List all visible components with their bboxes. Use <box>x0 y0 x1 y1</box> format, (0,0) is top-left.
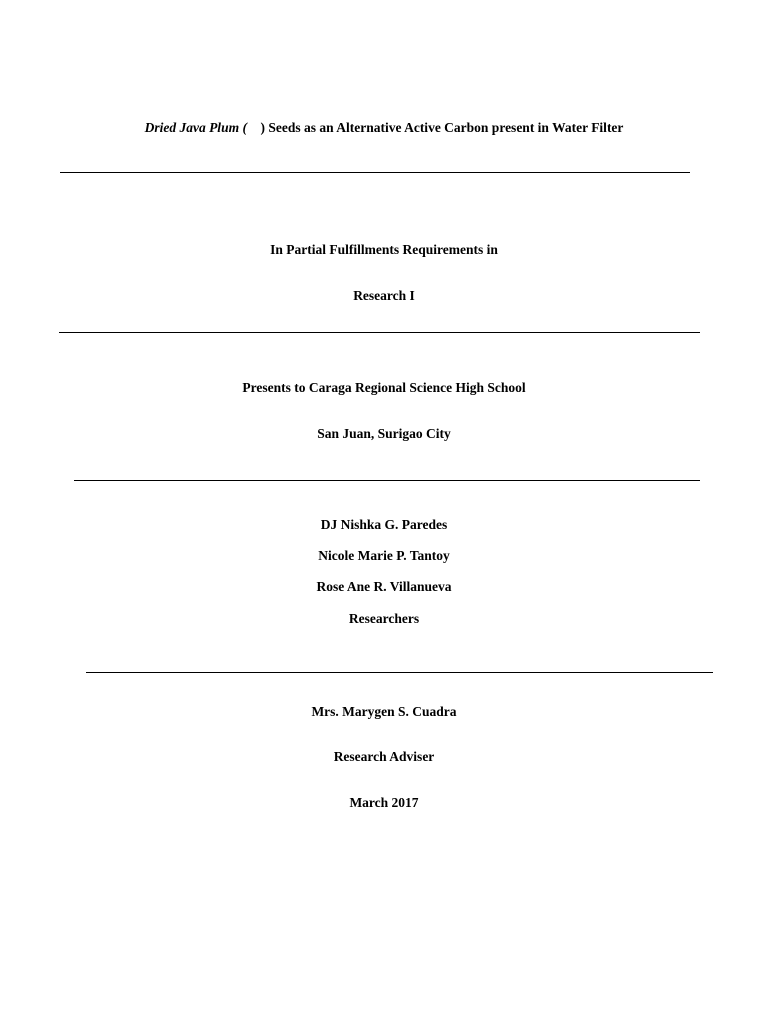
divider-1 <box>60 172 690 173</box>
divider-3 <box>74 480 700 481</box>
researchers-label: Researchers <box>348 611 420 626</box>
title-gap <box>247 120 261 135</box>
researcher-name: Nicole Marie P. Tantoy <box>318 548 450 563</box>
researcher-name: Rose Ane R. Villanueva <box>316 579 452 594</box>
divider-2 <box>59 332 700 333</box>
title-rest: ) Seeds as an Alternative Active Carbon present in Water Filter <box>260 120 624 135</box>
researcher-name: DJ Nishka G. Paredes <box>320 517 448 532</box>
location-line: San Juan, Surigao City <box>317 426 451 441</box>
document-title <box>0 120 768 136</box>
adviser-label: Research Adviser <box>333 749 435 764</box>
divider-4 <box>86 672 713 673</box>
adviser-name: Mrs. Marygen S. Cuadra <box>311 704 457 719</box>
fulfillment-line-1: In Partial Fulfillments Requirements in <box>270 242 498 257</box>
presents-to-line: Presents to Caraga Regional Science High School <box>242 380 526 395</box>
fulfillment-line-2: Research I <box>353 288 415 303</box>
title-italic-part: Dried Java Plum ( <box>144 120 247 135</box>
date-line: March 2017 <box>349 795 419 810</box>
